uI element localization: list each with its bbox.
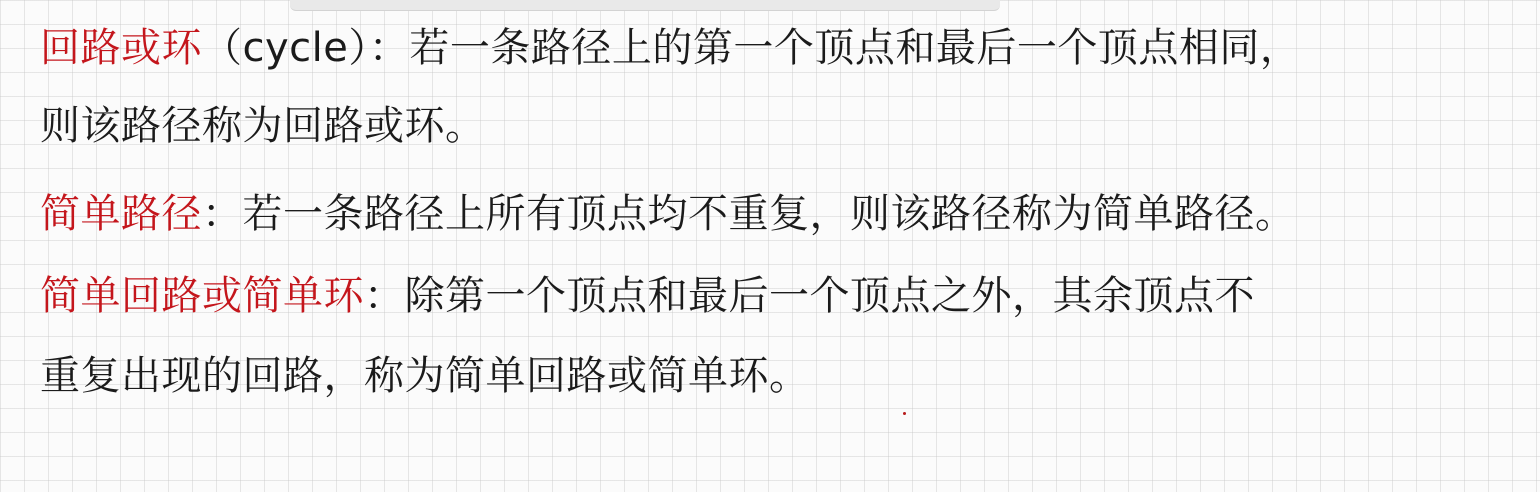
- stray-ink-dot: [903, 412, 906, 415]
- simple-cycle-colon: ：: [364, 273, 405, 319]
- cycle-english-term: （cycle）: [202, 25, 369, 71]
- cycle-term: 回路或环: [40, 25, 202, 71]
- cycle-definition-text-1: 若一条路径上的第一个顶点和最后一个顶点相同，: [409, 25, 1301, 71]
- simple-cycle-definition-text-1: 除第一个顶点和最后一个顶点之外，其余顶点不: [404, 273, 1255, 319]
- top-toolbar-edge: [290, 0, 1000, 11]
- simple-path-term: 简单路径: [40, 191, 202, 237]
- cycle-definition-line-2: [40, 100, 486, 152]
- simple-cycle-term: 简单回路或简单环: [40, 273, 364, 319]
- cycle-definition-text-2: 则该路径称为回路或环。: [40, 103, 486, 149]
- cycle-definition-line-1: [40, 22, 1300, 74]
- cycle-colon: ：: [368, 25, 410, 71]
- simple-path-definition-text: 若一条路径上所有顶点均不重复，则该路径称为简单路径。: [242, 191, 1296, 237]
- simple-cycle-definition-text-2: 重复出现的回路，称为简单回路或简单环。: [40, 353, 810, 399]
- simple-cycle-definition-line-1: [40, 270, 1255, 322]
- simple-path-definition: [40, 188, 1296, 240]
- simple-cycle-definition-line-2: [40, 350, 810, 402]
- simple-path-colon: ：: [202, 191, 243, 237]
